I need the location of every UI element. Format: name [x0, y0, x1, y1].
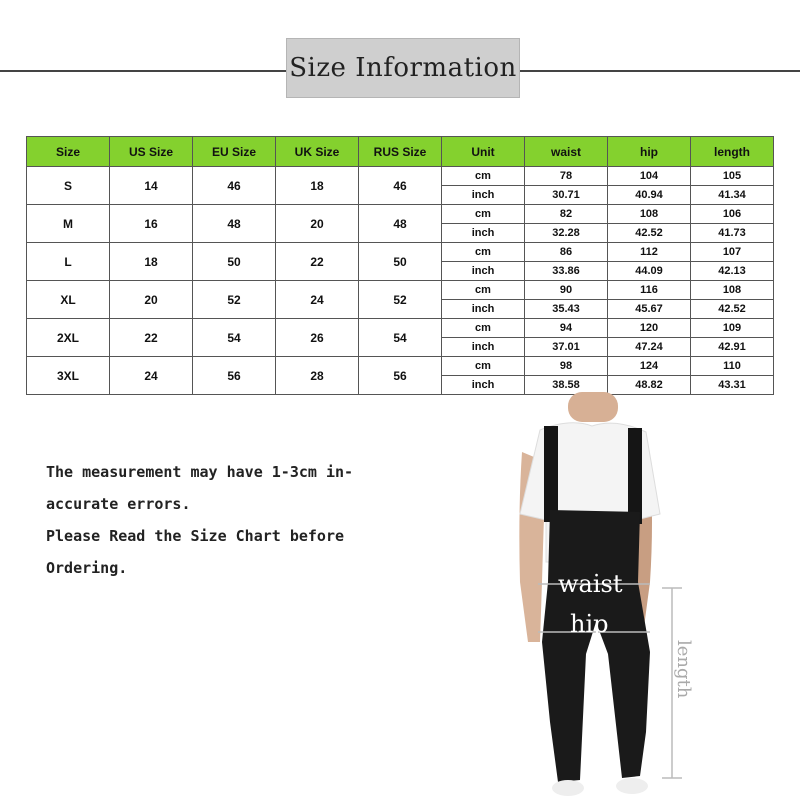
us-size-cell: 24: [110, 357, 193, 395]
table-row: [27, 357, 774, 376]
length-cm-cell: 108: [691, 281, 774, 300]
right-strap: [628, 428, 642, 524]
note-line: Please Read the Size Chart before: [46, 527, 345, 545]
length-cm-cell: 107: [691, 243, 774, 262]
waist-cm-cell: 82: [525, 205, 608, 224]
model-neck: [568, 392, 618, 422]
uk-size-cell: 22: [276, 243, 359, 281]
uk-size-cell: 24: [276, 281, 359, 319]
uk-size-cell: 28: [276, 357, 359, 395]
measurement-note: [46, 456, 386, 584]
page-title: Size Information: [286, 38, 520, 98]
us-size-cell: 16: [110, 205, 193, 243]
length-cm-cell: 110: [691, 357, 774, 376]
column-header: RUS Size: [359, 137, 442, 167]
uk-size-cell: 18: [276, 167, 359, 205]
table-row: [27, 319, 774, 338]
unit-inch-cell: inch: [442, 300, 525, 319]
hip-inch-cell: 44.09: [608, 262, 691, 281]
waist-cm-cell: 94: [525, 319, 608, 338]
uk-size-cell: 20: [276, 205, 359, 243]
unit-cm-cell: cm: [442, 205, 525, 224]
unit-cm-cell: cm: [442, 281, 525, 300]
unit-cm-cell: cm: [442, 167, 525, 186]
hip-cm-cell: 116: [608, 281, 691, 300]
hip-cm-cell: 112: [608, 243, 691, 262]
waist-label: waist: [558, 570, 623, 598]
length-inch-cell: 42.91: [691, 338, 774, 357]
waist-inch-cell: 30.71: [525, 186, 608, 205]
waist-inch-cell: 35.43: [525, 300, 608, 319]
rus-size-cell: 46: [359, 167, 442, 205]
table-row: [27, 167, 774, 186]
length-inch-cell: 41.34: [691, 186, 774, 205]
eu-size-cell: 54: [193, 319, 276, 357]
left-shoe: [552, 780, 584, 796]
eu-size-cell: 50: [193, 243, 276, 281]
length-label: length: [673, 640, 694, 699]
hip-cm-cell: 108: [608, 205, 691, 224]
rus-size-cell: 50: [359, 243, 442, 281]
right-shoe: [616, 778, 648, 794]
rus-size-cell: 52: [359, 281, 442, 319]
note-line: accurate errors.: [46, 495, 191, 513]
length-inch-cell: 42.13: [691, 262, 774, 281]
eu-size-cell: 48: [193, 205, 276, 243]
waist-cm-cell: 98: [525, 357, 608, 376]
unit-inch-cell: inch: [442, 376, 525, 395]
table-row: [27, 205, 774, 224]
us-size-cell: 22: [110, 319, 193, 357]
unit-inch-cell: inch: [442, 186, 525, 205]
waist-inch-cell: 37.01: [525, 338, 608, 357]
waist-cm-cell: 78: [525, 167, 608, 186]
column-header: UK Size: [276, 137, 359, 167]
overalls: [542, 510, 650, 782]
rus-size-cell: 56: [359, 357, 442, 395]
length-cm-cell: 105: [691, 167, 774, 186]
size-chart-table: [26, 136, 774, 395]
hip-inch-cell: 48.82: [608, 376, 691, 395]
note-line: The measurement may have 1-3cm in-: [46, 463, 354, 481]
unit-cm-cell: cm: [442, 243, 525, 262]
uk-size-cell: 26: [276, 319, 359, 357]
model-overalls-figure: [500, 392, 800, 800]
hip-inch-cell: 40.94: [608, 186, 691, 205]
column-header: US Size: [110, 137, 193, 167]
eu-size-cell: 52: [193, 281, 276, 319]
length-cm-cell: 109: [691, 319, 774, 338]
length-inch-cell: 42.52: [691, 300, 774, 319]
column-header: hip: [608, 137, 691, 167]
length-inch-cell: 43.31: [691, 376, 774, 395]
waist-cm-cell: 86: [525, 243, 608, 262]
rus-size-cell: 54: [359, 319, 442, 357]
rus-size-cell: 48: [359, 205, 442, 243]
size-cell: L: [27, 243, 110, 281]
column-header: Size: [27, 137, 110, 167]
waist-inch-cell: 38.58: [525, 376, 608, 395]
size-cell: 2XL: [27, 319, 110, 357]
column-header: length: [691, 137, 774, 167]
table-header-row: [27, 137, 774, 167]
hip-label: hip: [570, 610, 609, 638]
unit-cm-cell: cm: [442, 319, 525, 338]
column-header: EU Size: [193, 137, 276, 167]
table-row: [27, 281, 774, 300]
waist-inch-cell: 33.86: [525, 262, 608, 281]
hip-inch-cell: 45.67: [608, 300, 691, 319]
eu-size-cell: 56: [193, 357, 276, 395]
unit-inch-cell: inch: [442, 338, 525, 357]
hip-cm-cell: 124: [608, 357, 691, 376]
unit-inch-cell: inch: [442, 224, 525, 243]
left-strap: [544, 426, 558, 522]
waist-inch-cell: 32.28: [525, 224, 608, 243]
column-header: Unit: [442, 137, 525, 167]
eu-size-cell: 46: [193, 167, 276, 205]
size-cell: XL: [27, 281, 110, 319]
hip-inch-cell: 47.24: [608, 338, 691, 357]
table-row: [27, 243, 774, 262]
length-inch-cell: 41.73: [691, 224, 774, 243]
column-header: waist: [525, 137, 608, 167]
size-cell: 3XL: [27, 357, 110, 395]
unit-cm-cell: cm: [442, 357, 525, 376]
length-cm-cell: 106: [691, 205, 774, 224]
hip-cm-cell: 120: [608, 319, 691, 338]
size-cell: S: [27, 167, 110, 205]
hip-inch-cell: 42.52: [608, 224, 691, 243]
waist-cm-cell: 90: [525, 281, 608, 300]
note-line: Ordering.: [46, 559, 128, 577]
us-size-cell: 18: [110, 243, 193, 281]
us-size-cell: 14: [110, 167, 193, 205]
size-cell: M: [27, 205, 110, 243]
unit-inch-cell: inch: [442, 262, 525, 281]
hip-cm-cell: 104: [608, 167, 691, 186]
table-body: [27, 167, 774, 395]
us-size-cell: 20: [110, 281, 193, 319]
